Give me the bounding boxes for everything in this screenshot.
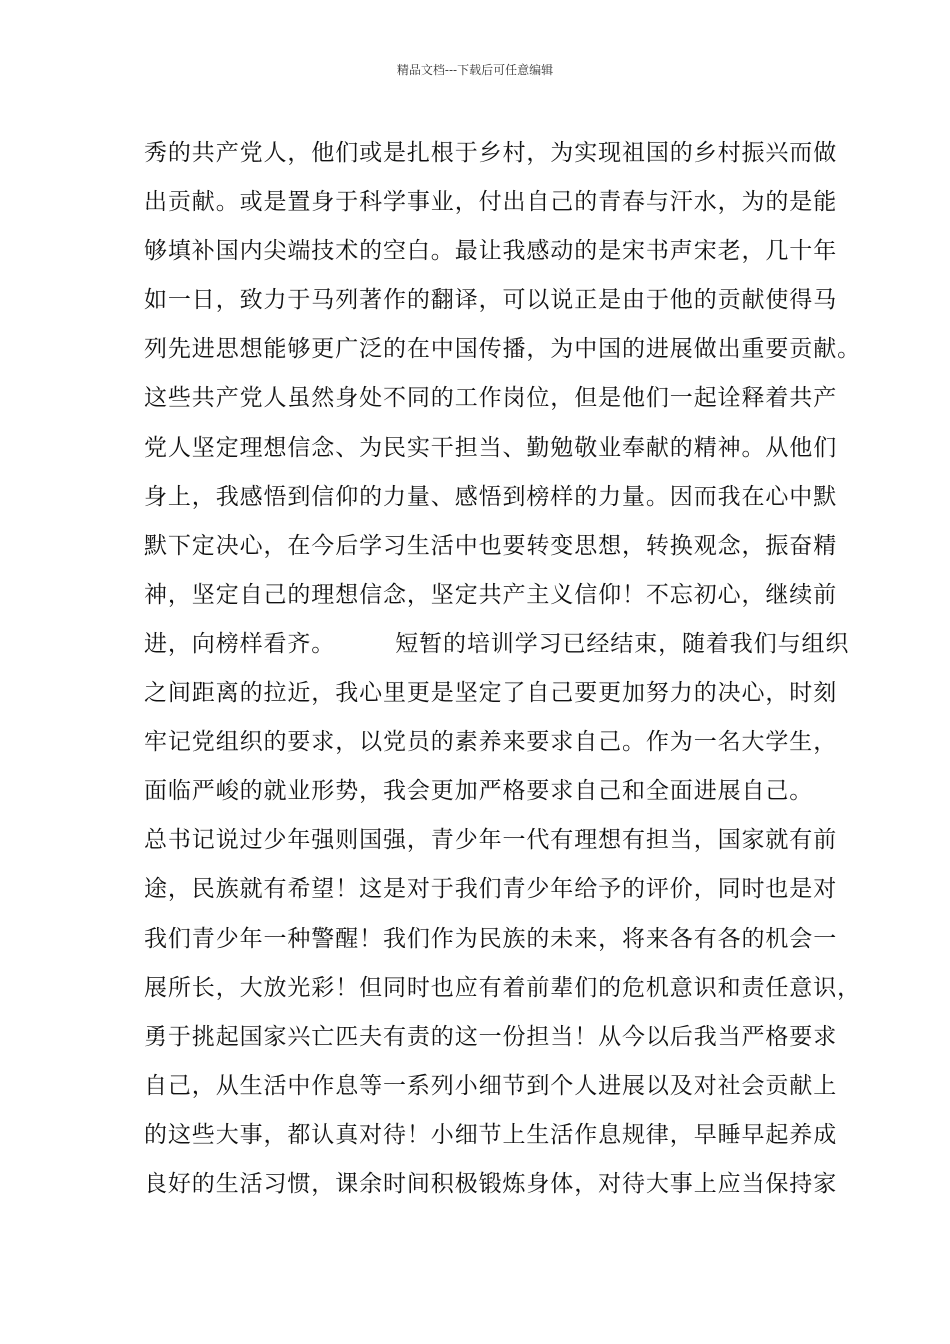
text-line: 途，民族就有希望！这是对于我们青少年给予的评价，同时也是对 bbox=[144, 876, 838, 903]
text-line: 自己，从生活中作息等一系列小细节到个人进展以及对社会贡献上 bbox=[144, 1072, 838, 1099]
text-line: 我们青少年一种警醒！我们作为民族的未来，将来各有各的机会一 bbox=[144, 925, 838, 952]
paragraph-end-text: 进，向榜样看齐。 bbox=[144, 630, 336, 657]
text-line: 良好的生活习惯，课余时间积极锻炼身体，对待大事上应当保持家 bbox=[144, 1170, 838, 1197]
page-header: 精品文档---下载后可任意编辑 bbox=[396, 63, 554, 77]
text-line: 勇于挑起国家兴亡匹夫有责的这一份担当！从今以后我当严格要求 bbox=[144, 1023, 838, 1050]
text-line: 这些共产党人虽然身处不同的工作岗位，但是他们一起诠释着共产 bbox=[144, 385, 838, 412]
text-line: 如一日，致力于马列著作的翻译，可以说正是由于他的贡献使得马 bbox=[144, 287, 838, 314]
text-line: 之间距离的拉近，我心里更是坚定了自己要更加努力的决心，时刻 bbox=[144, 680, 838, 707]
text-line: 党人坚定理想信念、为民实干担当、勤勉敬业奉献的精神。从他们 bbox=[144, 434, 838, 461]
text-line: 神，坚定自己的理想信念，坚定共产主义信仰！不忘初心，继续前 bbox=[144, 581, 838, 608]
text-line: 的这些大事，都认真对待！小细节上生活作息规律，早睡早起养成 bbox=[144, 1121, 838, 1148]
text-line: 出贡献。或是置身于科学事业，付出自己的青春与汗水，为的是能 bbox=[144, 189, 838, 216]
text-line-paragraph-break bbox=[144, 624, 850, 673]
text-line: 列先进思想能够更广泛的在中国传播，为中国的进展做出重要贡献。 bbox=[144, 336, 861, 363]
body-text bbox=[144, 133, 861, 1213]
text-line: 面临严峻的就业形势，我会更加严格要求自己和全面进展自己。 bbox=[144, 778, 814, 805]
text-line: 展所长，大放光彩！但同时也应有着前辈们的危机意识和责任意识， bbox=[144, 974, 861, 1001]
text-line: 总书记说过少年强则国强，青少年一代有理想有担当，国家就有前 bbox=[144, 827, 838, 854]
text-line: 默下定决心，在今后学习生活中也要转变思想，转换观念，振奋精 bbox=[144, 532, 838, 559]
text-line: 身上，我感悟到信仰的力量、感悟到榜样的力量。因而我在心中默 bbox=[144, 483, 838, 510]
text-line: 牢记党组织的要求，以党员的素养来要求自己。作为一名大学生， bbox=[144, 729, 838, 756]
paragraph-start-text: 短暂的培训学习已经结束，随着我们与组织 bbox=[395, 630, 850, 657]
text-line: 秀的共产党人，他们或是扎根于乡村，为实现祖国的乡村振兴而做 bbox=[144, 140, 838, 166]
text-line: 够填补国内尖端技术的空白。最让我感动的是宋书声宋老，几十年 bbox=[144, 238, 838, 265]
